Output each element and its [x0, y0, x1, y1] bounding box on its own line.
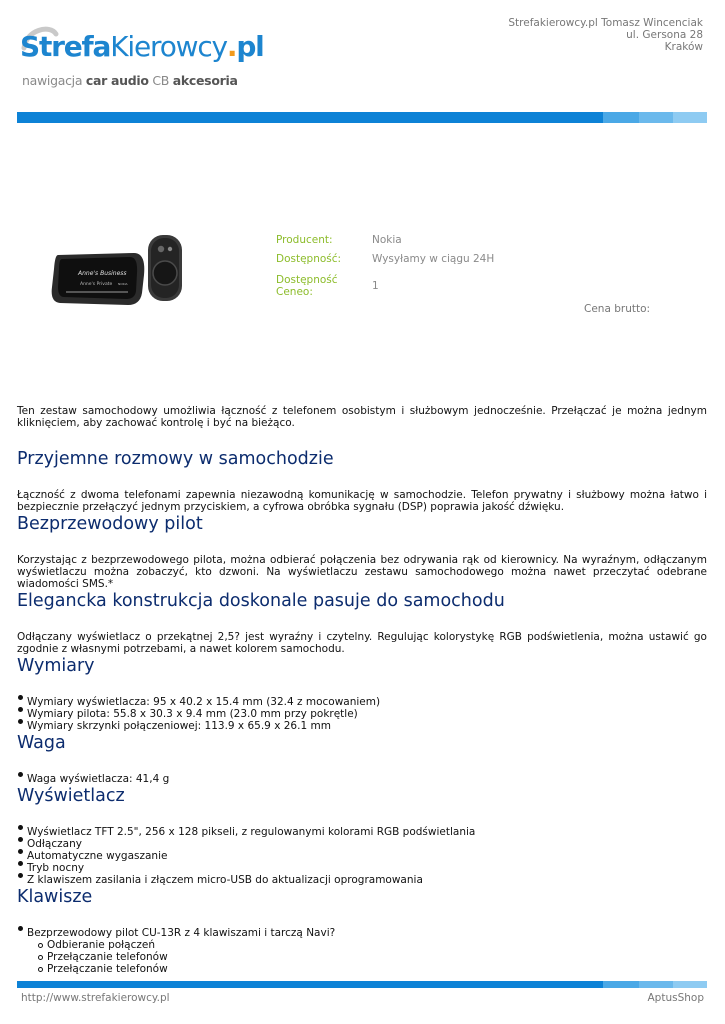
list-item: Z klawiszem zasilania i złączem micro-USB do aktualizacji oprogramowania: [17, 874, 707, 886]
keys-sublist: [27, 939, 707, 975]
section-heading: Przyjemne rozmowy w samochodzie: [17, 449, 334, 469]
attr-value-ceneo: 1: [372, 280, 379, 292]
list-item: Wymiary pilota: 55.8 x 30.3 x 9.4 mm (23.0 mm przy pokrętle): [17, 708, 707, 720]
attr-value-producer: Nokia: [372, 234, 402, 246]
attr-row-producer: [276, 233, 556, 247]
logo-wordmark: [20, 30, 264, 63]
tagline-part-4: akcesoria: [172, 73, 238, 88]
dimensions-heading: Wymiary: [17, 656, 95, 676]
attr-label-ceneo: Dostępność Ceneo:: [276, 274, 338, 298]
attr-row-ceneo: [276, 271, 556, 301]
list-item: Odłączany: [17, 838, 707, 850]
section-text: Łączność z dwoma telefonami zapewnia niezawodną komunikację w samochodzie. Telefon prywatny i służbowy można łatwo i bezpiecznie przełączyć jednym przyciskiem, a cyfrowa obróbka sygnału (DSP) poprawia jakość dźwięku.: [17, 489, 707, 513]
shop-name: Strefakierowcy.pl Tomasz Wincenciak: [508, 17, 703, 29]
display-heading: Wyświetlacz: [17, 786, 125, 806]
intro-text: Ten zestaw samochodowy umożliwia łączność z telefonem osobistym i służbowym jednocześnie. Przełączać je można jednym kliknięciem, aby zachować kontrolę i być na bieżąco.: [17, 405, 707, 429]
section-heading: Elegancka konstrukcja doskonale pasuje do samochodu: [17, 591, 505, 611]
section-heading: Bezprzewodowy pilot: [17, 514, 203, 534]
list-item: [17, 927, 707, 975]
product-image: [30, 175, 220, 360]
product-attributes: [276, 233, 556, 301]
display-list: [17, 826, 707, 886]
keys-list: [17, 927, 707, 975]
tagline-part-1: nawigacja: [22, 73, 86, 88]
shop-street: ul. Gersona 28: [626, 29, 703, 41]
list-item: Wyświetlacz TFT 2.5", 256 x 128 pikseli, z regulowanymi kolorami RGB podświetlania: [17, 826, 707, 838]
keys-heading: Klawisze: [17, 887, 93, 907]
tagline-part-2: car audio: [85, 73, 149, 88]
shop-logo[interactable]: [20, 24, 264, 94]
dimensions-list: [17, 696, 707, 732]
logo-pl: pl: [236, 30, 264, 63]
car-kit-display-icon: [52, 253, 145, 305]
attr-value-availability: Wysyłamy w ciągu 24H: [372, 253, 495, 265]
price-label: Cena brutto:: [584, 303, 651, 315]
footer-divider-bar: [17, 981, 707, 988]
logo-dot: .: [226, 30, 237, 63]
header-divider-bar: [17, 112, 707, 123]
weight-list: [17, 773, 707, 785]
list-item: Przełączanie telefonów: [37, 963, 707, 975]
product-description: [17, 405, 707, 975]
list-item: Przełączanie telefonów: [37, 951, 707, 963]
attr-row-availability: [276, 247, 556, 271]
device-screen-title: Anne's Business: [78, 270, 127, 277]
footer-url[interactable]: http://www.strefakierowcy.pl: [21, 992, 170, 1004]
logo-strefa: Strefa: [20, 30, 111, 63]
device-screen-sub: Anne's Private: [80, 282, 113, 287]
car-kit-remote-icon: [148, 235, 182, 301]
shop-address: [443, 17, 703, 53]
shop-city: Kraków: [664, 41, 703, 53]
device-brand: NOKIA: [118, 282, 128, 286]
keys-main-text: Bezprzewodowy pilot CU-13R z 4 klawiszami i tarczą Navi?: [27, 927, 336, 939]
list-item: Tryb nocny: [17, 862, 707, 874]
weight-heading: Waga: [17, 733, 66, 753]
attr-label-producer: Producent:: [276, 234, 333, 246]
list-item: Waga wyświetlacza: 41,4 g: [17, 773, 707, 785]
list-item: Automatyczne wygaszanie: [17, 850, 707, 862]
footer-software: AptusShop: [647, 992, 704, 1004]
section-text: Korzystając z bezprzewodowego pilota, można odbierać połączenia bez odrywania rąk od kierownicy. Na wyraźnym, odłączanym wyświetlaczu można zobaczyć, kto dzwoni. Na wyświetlaczu zestawu samochodowego można nawet przeczytać odebrane wiadomości SMS.*: [17, 554, 707, 590]
logo-tagline: [22, 73, 238, 88]
logo-kierowcy: Kierowcy: [110, 30, 227, 63]
attr-label-availability: Dostępność:: [276, 253, 342, 265]
list-item: Odbieranie połączeń: [37, 939, 707, 951]
tagline-part-3: CB: [148, 73, 173, 88]
section-text: Odłączany wyświetlacz o przekątnej 2,5? jest wyraźny i czytelny. Regulując kolorystykę RGB podświetlenia, można ustawić go zgodnie z własnymi potrzebami, a nawet kolorem samochodu.: [17, 631, 707, 655]
list-item: Wymiary skrzynki połączeniowej: 113.9 x 65.9 x 26.1 mm: [17, 720, 707, 732]
list-item: Wymiary wyświetlacza: 95 x 40.2 x 15.4 mm (32.4 z mocowaniem): [17, 696, 707, 708]
